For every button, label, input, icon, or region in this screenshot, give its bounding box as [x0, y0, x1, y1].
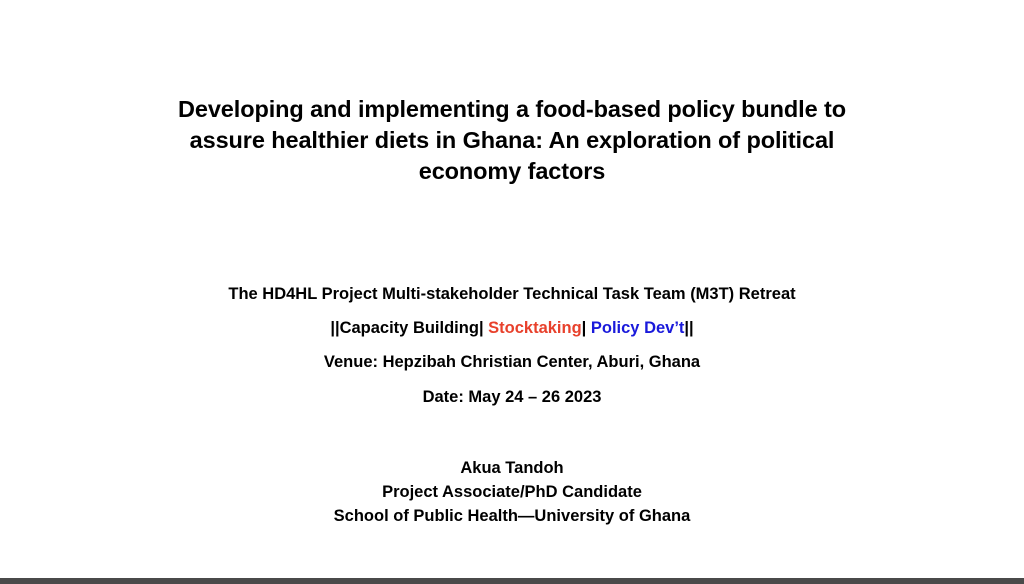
presenter-role: Project Associate/PhD Candidate	[382, 483, 642, 501]
presenter-block	[112, 456, 912, 528]
title-line-1: Developing and implementing a food-based policy bundle to	[177, 96, 846, 122]
theme-separator-2: |	[581, 319, 591, 337]
title-line-2: assure healthier diets in Ghana: An exploration of political	[189, 127, 835, 153]
presenter-name: Akua Tandoh	[460, 459, 564, 477]
retreat-themes	[112, 319, 912, 338]
title-line-3: economy factors	[418, 158, 606, 184]
theme-close-bars: ||	[684, 319, 694, 337]
venue: Venue: Hepzibah Christian Center, Aburi, Ghana	[323, 353, 701, 371]
bottom-edge-bar	[0, 578, 1024, 584]
theme-policy-dev: Policy Dev’t	[590, 319, 685, 337]
theme-stocktaking: Stocktaking	[488, 319, 582, 337]
presenter-affiliation: School of Public Health—University of Ghana	[333, 507, 691, 525]
theme-capacity-building: Capacity Building	[339, 319, 479, 337]
theme-separator-1: |	[478, 319, 489, 337]
theme-open-bars: ||	[330, 319, 340, 337]
event-name: The HD4HL Project Multi-stakeholder Technical Task Team (M3T) Retreat	[228, 285, 796, 303]
event-date: Date: May 24 – 26 2023	[422, 388, 602, 406]
slide-title	[112, 94, 912, 187]
